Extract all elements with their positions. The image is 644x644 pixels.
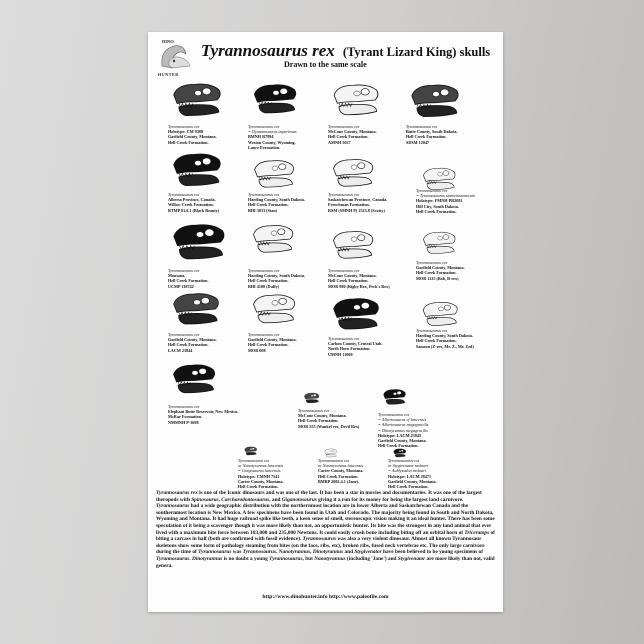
caption-line: MOR 008 xyxy=(248,347,266,353)
caption-line: Hell Creek Formation. xyxy=(168,342,209,348)
caption-line: BHI 3033 (Stan) xyxy=(248,207,278,213)
caption-line: Garfield County, Montana. xyxy=(248,337,297,343)
caption-line: Hell Creek Formation. xyxy=(416,270,457,276)
specimen-caption xyxy=(168,192,219,213)
caption-line: Hell Creek Formation. xyxy=(248,202,289,208)
specimen-card xyxy=(406,82,501,145)
caption-line: MOR 980 (Rigby Rex, Peck's Rex) xyxy=(328,283,390,289)
caption-line: UCMP 118742 xyxy=(168,283,194,289)
specimen-caption xyxy=(328,268,390,289)
skull-illustration xyxy=(382,388,473,406)
caption-line: Tyrannosaurus rex xyxy=(416,188,448,193)
caption-line: Tyrannosaurus rex xyxy=(168,332,200,337)
caption-line: Harding County, South Dakota. xyxy=(416,333,473,339)
caption-line: Carbon County, Central Utah. xyxy=(328,341,383,347)
specimen-caption xyxy=(406,124,458,145)
caption-line: Hell Creek Formation. xyxy=(328,278,369,284)
caption-line: RSM (SMNH P) 2523.8 (Scotty) xyxy=(328,207,385,213)
skull-illustration xyxy=(332,228,423,262)
caption-line: RTMP 81.6.1 (Black Beauty) xyxy=(168,207,220,213)
caption-line: McCone County, Montana. xyxy=(328,273,377,279)
specimen-caption xyxy=(416,188,475,214)
specimen-card xyxy=(328,294,423,357)
caption-line: Harding County, South Dakota. xyxy=(248,197,305,203)
caption-line: Tyrannosaurus rex xyxy=(168,192,200,197)
caption-line: Garfield County, Montana. xyxy=(416,265,465,271)
caption-line: UMNH 11000 xyxy=(328,351,353,357)
skull-illustration xyxy=(392,448,483,458)
caption-line: = Gorgosaurus lancensis xyxy=(238,468,281,474)
svg-text:HUNTER: HUNTER xyxy=(158,72,179,77)
caption-line: MOR 1125 (Bob, B-rex) xyxy=(416,275,459,281)
caption-line: = Albertosaurus cf lancensis xyxy=(378,417,427,423)
specimen-caption xyxy=(248,124,297,150)
skull-illustration xyxy=(410,82,501,120)
caption-line: Tyrannosaurus rex xyxy=(416,260,448,265)
caption-line: Carter County, Montana. xyxy=(238,478,284,484)
caption-line: Tyrannosaurus rex xyxy=(328,124,360,129)
caption-line: Hell Creek Formation. xyxy=(298,418,339,424)
caption-line: Samson (Z-rex, Mr. Z., Mr. Zed) xyxy=(416,343,474,349)
specimen-caption xyxy=(238,458,284,489)
caption-line: Tyrannosaurus rex xyxy=(248,268,280,273)
specimen-caption xyxy=(248,268,305,289)
caption-line: Tyrannosaurus rex xyxy=(388,458,420,463)
specimen-caption xyxy=(248,332,297,353)
caption-line: Hell Creek Formation. xyxy=(416,208,457,214)
caption-line: = Dinotyrannus megagracilis xyxy=(378,427,428,433)
caption-line: MOR 555 (Wankel rex, Devil Rex) xyxy=(298,423,360,429)
caption-line: Tyrannosaurus rex xyxy=(318,458,350,463)
caption-line: Hell Creek Formation. xyxy=(416,338,457,344)
caption-line: = Tyrannosaurus stanwinstonorum xyxy=(416,193,475,199)
caption-line: = Aublysodon molnari xyxy=(388,468,426,474)
caption-line: Tyrannosaurus rex xyxy=(328,192,360,197)
skull-illustration xyxy=(420,230,511,256)
caption-line: Hell Creek Formation. xyxy=(378,443,419,449)
title-common: (Tyrant Lizard King) skulls xyxy=(342,45,491,59)
specimen-card xyxy=(388,448,483,490)
specimen-card xyxy=(328,156,423,213)
caption-line: Hell Creek Formation. xyxy=(168,139,209,145)
caption-line: or Nanotyrannus lancensis xyxy=(318,463,364,469)
caption-line: = Albertosaurus megagracilis xyxy=(378,422,429,428)
caption-line: Tyrannosaurus rex xyxy=(248,192,280,197)
caption-line: Garfield County, Montana. xyxy=(168,134,217,140)
caption-line: Garfield County, Montana. xyxy=(378,438,427,444)
caption-line: NMMNH P-3698 xyxy=(168,419,199,425)
skull-illustration xyxy=(332,156,423,190)
caption-line: Alberta Province, Canada. xyxy=(168,197,216,203)
caption-line: Tyrannosaurus rex xyxy=(328,336,360,341)
specimen-caption xyxy=(416,328,474,349)
specimen-card xyxy=(416,166,511,214)
specimen-caption xyxy=(168,268,209,289)
caption-line: Holotype: CM 9380 xyxy=(168,129,204,135)
specimen-caption xyxy=(168,124,217,145)
specimen-card xyxy=(416,300,511,349)
caption-line: Garfield County, Montana. xyxy=(168,337,217,343)
caption-line: Garfield County, Montana. xyxy=(388,478,437,484)
caption-line: BMNH R7994 xyxy=(248,134,274,140)
specimen-caption xyxy=(328,336,383,357)
specimen-card xyxy=(416,230,511,281)
caption-line: Tyrannosaurus rex xyxy=(168,124,200,129)
specimen-caption xyxy=(378,412,428,448)
caption-line: McRae Formation. xyxy=(168,414,202,420)
caption-line: Lance Formation. xyxy=(248,144,281,150)
specimen-caption xyxy=(168,332,217,353)
specimen-caption xyxy=(168,404,238,425)
caption-line: = Dynamosaurus imperiosus xyxy=(248,129,297,135)
caption-line: SDSM 12047 xyxy=(406,139,430,145)
specimen-caption xyxy=(298,408,359,429)
caption-line: Tyrannosaurus rex xyxy=(298,408,330,413)
caption-line: Weston County, Wyoming. xyxy=(248,139,296,145)
description-paragraph: Tyrannosaurus rex is one of the Iconic dinosaurs and was one of the last. It has been a star in movies and documentaries. It was one of the largest theropods with Spinosaurus, Carcharodontosaurus, and Giganotosaurus giving it a run for its money for being the largest land carnivore. Tyrannosaurus had a wide geographic distribution with the northernmost location are in lower Alberta and Saskatchewan Canada and the southernmost location is New Mexico. A few specimens have been found in Utah and Colorado. The majority being found in South and North Dakota, Wyoming and Montana. It had huge railroad spike like teeth, a keen sense of smell, stereoscopic vision making it an ideal hunter. There has been some speculation of it being a scavenger though it was more likely than not, an opportunistic hunter. Its bite was the strongest in any land animal that ever lived with a maximum bite force between 183,000 and 235,000 Newtons. It could easily crush bone including biting off an orbital horn of Triceratops of biting a carcass in half (both are confirmed with fossil evidence). Tyrannosaurus was also a very violent dinosaur. Almost all known Tyrannosaur skeletons show some form of pathology steaming from bites (on the face, ribs, etc), broken ribs, fused neck vertebrae etc. The only large carnivore during the time of Tyrannosaurus was Tyrannosaurus. Nanotyrannus, Dinotyrannus and Stygivenator have been believed to be young specimens of Tyrannosaurus. Dinotyrannus is no doubt a young Tyrannosaurus, but Nanotyrannus (including 'Jane') and Stygivenator are more likely than not, valid genera. xyxy=(156,490,495,569)
caption-line: Holotype: CMNH 7541 xyxy=(238,473,280,479)
caption-line: Tyrannosaurus rex xyxy=(168,404,200,409)
skull-illustration xyxy=(172,360,263,398)
subtitle: Drawn to the same scale xyxy=(284,60,367,69)
caption-line: Hell Creek Formation. xyxy=(328,134,369,140)
caption-line: LACM 23844 xyxy=(168,347,193,353)
caption-line: Tyrannosaurus rex xyxy=(378,412,410,417)
caption-line: Willow Creek Formation. xyxy=(168,202,214,208)
skull-illustration xyxy=(420,300,511,328)
svg-text:DINO: DINO xyxy=(162,39,174,44)
title-scientific: Tyrannosaurus rex xyxy=(200,41,335,60)
caption-line: Carter County, Montana. xyxy=(318,468,364,474)
caption-line: Hell Creek Formation. xyxy=(406,134,447,140)
caption-line: Tyrannosaurus rex xyxy=(248,332,280,337)
caption-line: Montana. xyxy=(168,273,186,279)
caption-line: Tyrannosaurus rex xyxy=(416,328,448,333)
caption-line: Harding County, South Dakota. xyxy=(248,273,305,279)
caption-line: Frenchman Formation. xyxy=(328,202,370,208)
specimen-caption xyxy=(328,124,377,145)
caption-line: McCone County, Montana. xyxy=(328,129,377,135)
caption-line: or Nanotyrannus lancensis xyxy=(238,463,284,469)
caption-line: Tyrannosaurus rex xyxy=(168,268,200,273)
caption-line: Hell Creek Formation. xyxy=(318,473,359,479)
caption-line: or Stygivenator molnari xyxy=(388,463,429,469)
specimen-caption xyxy=(416,260,465,281)
poster xyxy=(148,32,503,612)
caption-line: Holotype: LACM 28471 xyxy=(388,473,432,479)
caption-line: Butte County, South Dakota. xyxy=(406,129,458,135)
caption-line: Tyrannosaurus rex xyxy=(328,268,360,273)
caption-line: Saskatchewan Province, Canada. xyxy=(328,197,388,203)
specimen-card xyxy=(168,360,263,425)
caption-line: Holotype: FMNH PR2081 xyxy=(416,198,463,204)
website-links: http://www.dinohunter.info http://www.paleofile.com xyxy=(262,594,389,600)
caption-line: North Horn Formation. xyxy=(328,346,371,352)
skull-illustration xyxy=(332,294,423,334)
page-title xyxy=(148,41,503,61)
specimen-caption xyxy=(328,192,387,213)
specimen-card xyxy=(378,388,473,449)
caption-line: Hell Creek Formation. xyxy=(248,342,289,348)
caption-line: Tyrannosaurus rex xyxy=(248,124,280,129)
caption-line: Hell Creek Formation. xyxy=(248,278,289,284)
caption-line: BMRP 2002.4.1 (Jane). xyxy=(318,478,360,484)
caption-line: Hill City, South Dakota. xyxy=(416,203,459,209)
caption-line: Hell Creek Formation. xyxy=(238,484,279,490)
caption-line: Hell Creek Formation. xyxy=(168,278,209,284)
caption-line: Holotype: LACM 23845 xyxy=(378,432,422,438)
specimen-caption xyxy=(388,458,437,489)
caption-line: Elephant Butte Reservoir, New Mexico. xyxy=(168,409,239,415)
specimen-caption xyxy=(318,458,364,484)
caption-line: Tyrannosaurus rex xyxy=(406,124,438,129)
specimen-caption xyxy=(248,192,305,213)
caption-line: Tyrannosaurus rex xyxy=(238,458,270,463)
caption-line: Hell Creek Formation. xyxy=(388,484,429,490)
caption-line: McCone County, Montana. xyxy=(298,413,347,419)
specimen-card xyxy=(328,228,423,289)
caption-line: AMNH 5027 xyxy=(328,139,351,145)
caption-line: BHI 4100 (Duffy) xyxy=(248,283,280,289)
